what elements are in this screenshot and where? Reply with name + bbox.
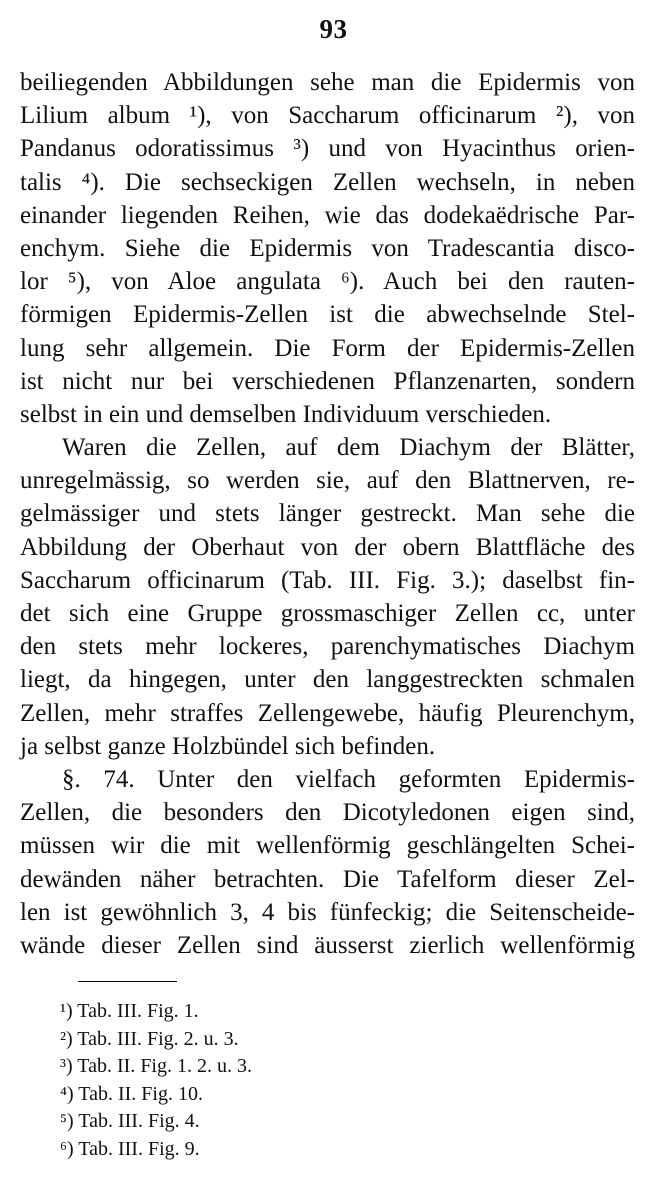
body-line: lor ⁵), von Aloe angulata ⁶). Auch bei den rauten- <box>20 268 635 296</box>
body-line: Saccharum officinarum (Tab. III. Fig. 3.); daselbst fin- <box>20 566 635 594</box>
body-line: liegt, da hingegen, unter den langgestreckten schmalen <box>20 666 635 694</box>
body-line: Abbildung der Oberhaut von der obern Blattfläche des <box>20 533 635 561</box>
body-line: dewänden näher betrachten. Die Tafelform dieser Zel- <box>20 865 635 893</box>
body-line: müssen wir die mit wellenförmig geschlängelten Schei- <box>20 832 635 860</box>
body-line: len ist gewöhnlich 3, 4 bis fünfeckig; die Seitenscheide- <box>20 898 635 926</box>
body-line: Lilium album ¹), von Saccharum officinarum ²), von <box>20 102 635 130</box>
body-line: talis ⁴). Die sechseckigen Zellen wechseln, in neben <box>20 168 635 196</box>
body-line: §. 74. Unter den vielfach geformten Epidermis- <box>62 765 635 793</box>
body-line: beiliegenden Abbildungen sehe man die Epidermis von <box>20 69 635 96</box>
body-line: förmigen Epidermis-Zellen ist die abwechselnde Stel- <box>20 301 635 329</box>
body-line: gelmässiger und stets länger gestreckt. Man sehe die <box>20 500 635 528</box>
body-line: ja selbst ganze Holzbündel sich befinden. <box>20 732 436 760</box>
footnote-separator-rule <box>78 981 177 982</box>
footnote: ³) Tab. II. Fig. 1. 2. u. 3. <box>60 1055 252 1078</box>
body-text <box>20 66 635 962</box>
footnote: ⁶) Tab. III. Fig. 9. <box>60 1137 200 1160</box>
body-line: lung sehr allgemein. Die Form der Epidermis-Zellen <box>20 334 635 362</box>
body-line: Pandanus odoratissimus ³) und von Hyacinthus orien- <box>20 135 635 163</box>
body-line: den stets mehr lockeres, parenchymatisches Diachym <box>20 633 635 661</box>
body-line: wände dieser Zellen sind äusserst zierlich wellenförmig <box>20 931 635 959</box>
footnotes <box>60 998 460 1164</box>
body-line: det sich eine Gruppe grossmaschiger Zellen cc, unter <box>20 600 635 627</box>
footnote: ⁵) Tab. III. Fig. 4. <box>60 1110 200 1133</box>
body-line: ist nicht nur bei verschiedenen Pflanzenarten, sondern <box>20 367 635 395</box>
body-line: unregelmässig, so werden sie, auf den Blattnerven, re- <box>20 467 635 495</box>
body-line: einander liegenden Reihen, wie das dodekaëdrische Par- <box>20 201 635 229</box>
page-number: 93 <box>319 14 348 44</box>
body-line: Waren die Zellen, auf dem Diachym der Blätter, <box>62 434 635 462</box>
body-line: Zellen, mehr straffes Zellengewebe, häufig Pleurenchym, <box>20 699 635 727</box>
body-line: Zellen, die besonders den Dicotyledonen eigen sind, <box>20 799 635 827</box>
body-line: selbst in ein und demselben Individuum verschieden. <box>20 400 552 428</box>
footnote: ⁴) Tab. II. Fig. 10. <box>60 1082 203 1105</box>
body-line: enchym. Siehe die Epidermis von Tradescantia disco- <box>20 234 635 262</box>
footnote: ²) Tab. III. Fig. 2. u. 3. <box>60 1027 239 1050</box>
footnote: ¹) Tab. III. Fig. 1. <box>60 1000 199 1022</box>
